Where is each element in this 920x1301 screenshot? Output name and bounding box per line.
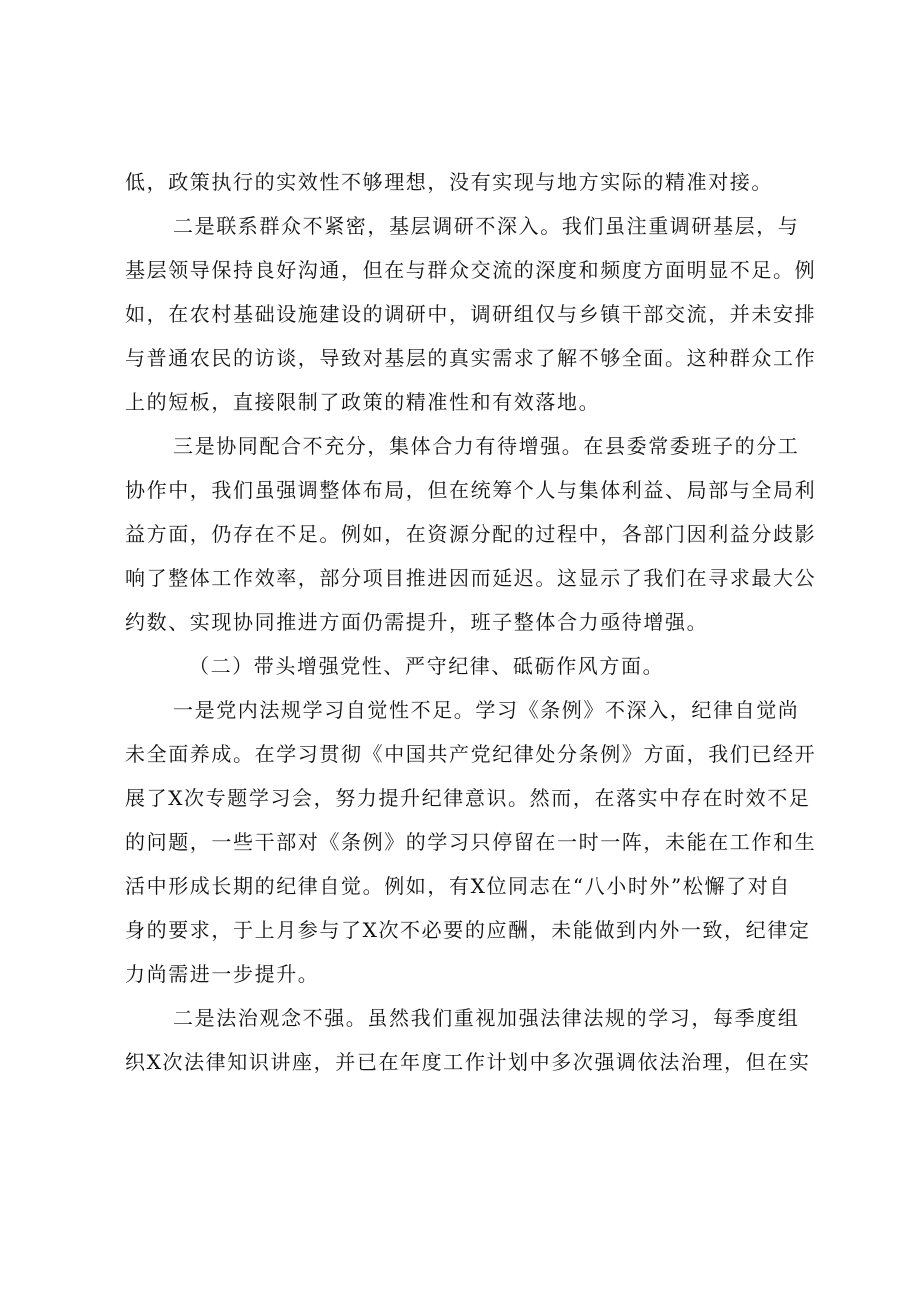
paragraph-start-line: 三是协同配合不充分，集体合力有待增强。在县委常委班子的分工 bbox=[173, 434, 800, 458]
text-line: 如，在农村基础设施建设的调研中，调研组仅与乡镇干部交流，并未安排 bbox=[125, 302, 817, 326]
paragraph-start-line: 二是法治观念不强。虽然我们重视加强法律法规的学习，每季度组 bbox=[173, 1006, 800, 1030]
text-line: 的问题，一些干部对《条例》的学习只停留在一时一阵，未能在工作和生 bbox=[125, 830, 817, 854]
text-line: 活中形成长期的纪律自觉。例如，有X位同志在“八小时外”松懈了对自 bbox=[125, 874, 791, 898]
text-line: 身的要求，于上月参与了X次不必要的应酬，未能做到内外一致，纪律定 bbox=[125, 918, 811, 942]
text-line: 织X次法律知识讲座，并已在年度工作计划中多次强调依法治理，但在实 bbox=[125, 1050, 811, 1074]
text-line: 响了整体工作效率，部分项目推进因而延迟。这显示了我们在寻求最大公 bbox=[125, 566, 817, 590]
text-line: 展了X次专题学习会，努力提升纪律意识。然而，在落实中存在时效不足 bbox=[125, 786, 811, 810]
text-line: 低，政策执行的实效性不够理想，没有实现与地方实际的精准对接。 bbox=[125, 170, 773, 194]
paragraph-start-line: 一是党内法规学习自觉性不足。学习《条例》不深入，纪律自觉尚 bbox=[173, 698, 800, 722]
paragraph-start-line: 二是联系群众不紧密，基层调研不深入。我们虽注重调研基层，与 bbox=[173, 214, 800, 238]
text-line: 力尚需进一步提升。 bbox=[125, 962, 320, 986]
text-line: 基层领导保持良好沟通，但在与群众交流的深度和频度方面明显不足。例 bbox=[125, 258, 817, 282]
document-body bbox=[125, 160, 817, 1084]
text-line: 未全面养成。在学习贯彻《中国共产党纪律处分条例》方面，我们已经开 bbox=[125, 742, 817, 766]
text-line: 益方面，仍存在不足。例如，在资源分配的过程中，各部门因利益分歧影 bbox=[125, 522, 817, 546]
section-heading: （二）带头增强党性、严守纪律、砥砺作风方面。 bbox=[189, 654, 665, 678]
text-line: 上的短板，直接限制了政策的精准性和有效落地。 bbox=[125, 390, 601, 414]
text-line: 与普通农民的访谈，导致对基层的真实需求了解不够全面。这种群众工作 bbox=[125, 346, 817, 370]
text-line: 约数、实现协同推进方面仍需提升，班子整体合力亟待增强。 bbox=[125, 610, 709, 634]
text-line: 协作中，我们虽强调整体布局，但在统筹个人与集体利益、局部与全局利 bbox=[125, 478, 817, 502]
